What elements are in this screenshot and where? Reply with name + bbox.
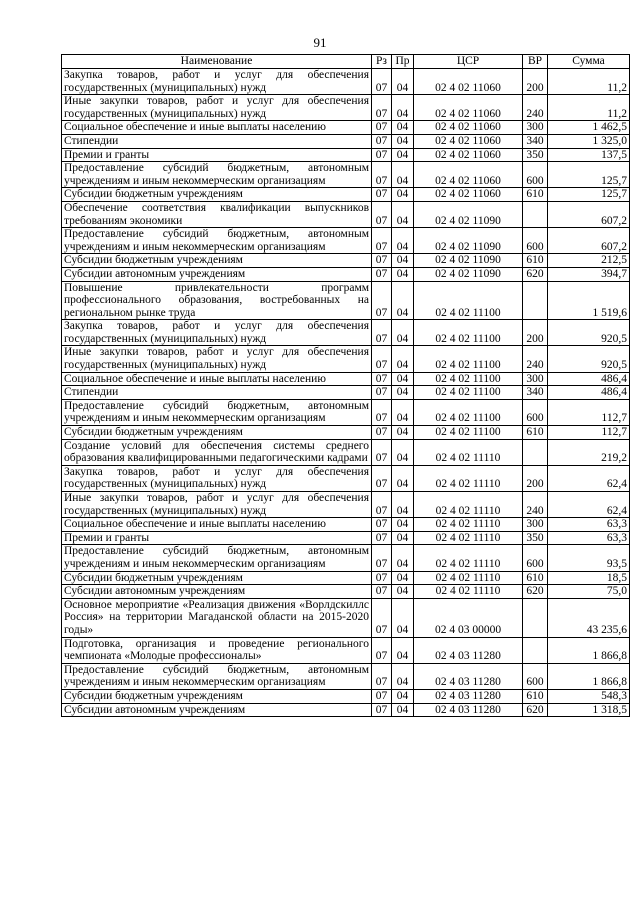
cell-sum: 219,2 (548, 439, 630, 465)
cell-csr: 02 4 02 11090 (414, 201, 523, 227)
cell-pr: 04 (392, 663, 414, 689)
table-row (62, 148, 630, 162)
cell-csr: 02 4 02 11100 (414, 320, 523, 346)
table-row (62, 372, 630, 386)
cell-csr: 02 4 02 11110 (414, 571, 523, 585)
cell-pr: 04 (392, 372, 414, 386)
cell-vr: 240 (523, 346, 548, 372)
cell-vr (523, 439, 548, 465)
table-row (62, 518, 630, 532)
table-row (62, 465, 630, 491)
cell-csr: 02 4 03 11280 (414, 703, 523, 717)
cell-csr: 02 4 02 11110 (414, 465, 523, 491)
cell-name: Иные закупки товаров, работ и услуг для обеспечения государственных (муниципальных) нужд (62, 95, 372, 121)
table-row (62, 637, 630, 663)
cell-vr: 600 (523, 663, 548, 689)
cell-pr: 04 (392, 188, 414, 202)
cell-vr: 620 (523, 703, 548, 717)
cell-name: Субсидии бюджетным учреждениям (62, 254, 372, 268)
cell-rz: 07 (372, 518, 392, 532)
cell-csr: 02 4 02 11060 (414, 121, 523, 135)
cell-csr: 02 4 02 11110 (414, 439, 523, 465)
cell-vr: 340 (523, 386, 548, 400)
cell-sum: 62,4 (548, 492, 630, 518)
cell-sum: 125,7 (548, 162, 630, 188)
cell-name: Закупка товаров, работ и услуг для обеспечения государственных (муниципальных) нужд (62, 465, 372, 491)
table-row (62, 201, 630, 227)
table-row (62, 69, 630, 95)
cell-name: Субсидии бюджетным учреждениям (62, 188, 372, 202)
cell-vr: 600 (523, 399, 548, 425)
cell-pr: 04 (392, 254, 414, 268)
cell-rz: 07 (372, 188, 392, 202)
header-name: Наименование (62, 55, 372, 69)
cell-name: Предоставление субсидий бюджетным, автономным учреждениям и иным некоммерческим организациям (62, 162, 372, 188)
cell-name: Субсидии автономным учреждениям (62, 267, 372, 281)
cell-sum: 1 318,5 (548, 703, 630, 717)
table-row (62, 571, 630, 585)
cell-name: Социальное обеспечение и иные выплаты населению (62, 121, 372, 135)
table-row (62, 663, 630, 689)
cell-pr: 04 (392, 228, 414, 254)
cell-rz: 07 (372, 426, 392, 440)
table-header-row (62, 55, 630, 69)
header-rz: Рз (372, 55, 392, 69)
cell-sum: 1 519,6 (548, 281, 630, 320)
table-row (62, 439, 630, 465)
cell-sum: 1 866,8 (548, 663, 630, 689)
cell-rz: 07 (372, 585, 392, 599)
cell-rz: 07 (372, 571, 392, 585)
cell-vr: 600 (523, 162, 548, 188)
cell-vr: 300 (523, 121, 548, 135)
cell-name: Закупка товаров, работ и услуг для обеспечения государственных (муниципальных) нужд (62, 320, 372, 346)
cell-csr: 02 4 02 11090 (414, 228, 523, 254)
cell-pr: 04 (392, 545, 414, 571)
cell-vr: 610 (523, 689, 548, 703)
cell-sum: 607,2 (548, 201, 630, 227)
cell-pr: 04 (392, 531, 414, 545)
cell-rz: 07 (372, 148, 392, 162)
cell-rz: 07 (372, 439, 392, 465)
cell-rz: 07 (372, 121, 392, 135)
cell-vr: 600 (523, 545, 548, 571)
cell-rz: 07 (372, 346, 392, 372)
cell-vr: 610 (523, 254, 548, 268)
table-row (62, 228, 630, 254)
table-row (62, 598, 630, 637)
cell-sum: 1 866,8 (548, 637, 630, 663)
table-row (62, 320, 630, 346)
cell-vr: 610 (523, 571, 548, 585)
cell-vr: 620 (523, 267, 548, 281)
cell-name: Иные закупки товаров, работ и услуг для обеспечения государственных (муниципальных) нужд (62, 492, 372, 518)
cell-pr: 04 (392, 267, 414, 281)
cell-sum: 63,3 (548, 518, 630, 532)
cell-name: Предоставление субсидий бюджетным, автономным учреждениям и иным некоммерческим организациям (62, 228, 372, 254)
table-row (62, 121, 630, 135)
cell-sum: 137,5 (548, 148, 630, 162)
page-number: 91 (313, 35, 327, 50)
cell-pr: 04 (392, 492, 414, 518)
cell-rz: 07 (372, 254, 392, 268)
table-row (62, 95, 630, 121)
cell-csr: 02 4 02 11090 (414, 254, 523, 268)
table-row (62, 346, 630, 372)
cell-sum: 112,7 (548, 399, 630, 425)
cell-vr: 300 (523, 518, 548, 532)
cell-pr: 04 (392, 346, 414, 372)
cell-pr: 04 (392, 281, 414, 320)
cell-pr: 04 (392, 518, 414, 532)
table-row (62, 267, 630, 281)
cell-name: Субсидии автономным учреждениям (62, 585, 372, 599)
cell-rz: 07 (372, 637, 392, 663)
table-row (62, 585, 630, 599)
cell-vr: 200 (523, 69, 548, 95)
cell-sum: 63,3 (548, 531, 630, 545)
cell-pr: 04 (392, 121, 414, 135)
header-pr: Пр (392, 55, 414, 69)
cell-sum: 212,5 (548, 254, 630, 268)
cell-name: Закупка товаров, работ и услуг для обеспечения государственных (муниципальных) нужд (62, 69, 372, 95)
cell-rz: 07 (372, 228, 392, 254)
cell-sum: 1 325,0 (548, 134, 630, 148)
cell-name: Субсидии автономным учреждениям (62, 703, 372, 717)
cell-name: Иные закупки товаров, работ и услуг для обеспечения государственных (муниципальных) нужд (62, 346, 372, 372)
header-vr: ВР (523, 55, 548, 69)
cell-rz: 07 (372, 95, 392, 121)
cell-csr: 02 4 03 00000 (414, 598, 523, 637)
cell-csr: 02 4 02 11110 (414, 518, 523, 532)
cell-name: Создание условий для обеспечения системы среднего образования квалифицированными педагогическими кадрами (62, 439, 372, 465)
cell-rz: 07 (372, 663, 392, 689)
cell-csr: 02 4 02 11100 (414, 386, 523, 400)
cell-name: Основное мероприятие «Реализация движения «Ворлдскиллс Россия» на территории Магаданской области на 2015-2020 годы» (62, 598, 372, 637)
cell-pr: 04 (392, 95, 414, 121)
cell-rz: 07 (372, 134, 392, 148)
cell-csr: 02 4 02 11110 (414, 492, 523, 518)
cell-vr: 350 (523, 148, 548, 162)
cell-csr: 02 4 02 11100 (414, 372, 523, 386)
cell-vr: 610 (523, 426, 548, 440)
cell-name: Предоставление субсидий бюджетным, автономным учреждениям и иным некоммерческим организациям (62, 399, 372, 425)
cell-pr: 04 (392, 201, 414, 227)
cell-pr: 04 (392, 571, 414, 585)
cell-sum: 1 462,5 (548, 121, 630, 135)
cell-sum: 93,5 (548, 545, 630, 571)
cell-pr: 04 (392, 426, 414, 440)
cell-name: Премии и гранты (62, 531, 372, 545)
cell-csr: 02 4 02 11060 (414, 148, 523, 162)
cell-pr: 04 (392, 465, 414, 491)
cell-csr: 02 4 02 11100 (414, 281, 523, 320)
cell-sum: 486,4 (548, 386, 630, 400)
cell-csr: 02 4 03 11280 (414, 663, 523, 689)
cell-pr: 04 (392, 439, 414, 465)
cell-csr: 02 4 02 11110 (414, 531, 523, 545)
cell-name: Обеспечение соответствия квалификации выпускников требованиям экономики (62, 201, 372, 227)
cell-rz: 07 (372, 689, 392, 703)
cell-pr: 04 (392, 134, 414, 148)
cell-pr: 04 (392, 148, 414, 162)
cell-csr: 02 4 02 11100 (414, 346, 523, 372)
table-row (62, 399, 630, 425)
cell-name: Предоставление субсидий бюджетным, автономным учреждениям и иным некоммерческим организациям (62, 545, 372, 571)
cell-name: Социальное обеспечение и иные выплаты населению (62, 518, 372, 532)
cell-vr: 240 (523, 492, 548, 518)
cell-name: Предоставление субсидий бюджетным, автономным учреждениям и иным некоммерческим организациям (62, 663, 372, 689)
cell-rz: 07 (372, 267, 392, 281)
cell-csr: 02 4 02 11100 (414, 399, 523, 425)
table-row (62, 426, 630, 440)
header-sum: Сумма (548, 55, 630, 69)
cell-rz: 07 (372, 320, 392, 346)
cell-vr (523, 637, 548, 663)
cell-vr: 340 (523, 134, 548, 148)
cell-rz: 07 (372, 281, 392, 320)
cell-name: Субсидии бюджетным учреждениям (62, 689, 372, 703)
cell-pr: 04 (392, 637, 414, 663)
cell-csr: 02 4 02 11100 (414, 426, 523, 440)
cell-csr: 02 4 03 11280 (414, 689, 523, 703)
table-row (62, 531, 630, 545)
cell-sum: 486,4 (548, 372, 630, 386)
cell-rz: 07 (372, 492, 392, 518)
cell-sum: 394,7 (548, 267, 630, 281)
cell-sum: 548,3 (548, 689, 630, 703)
header-csr: ЦСР (414, 55, 523, 69)
cell-name: Стипендии (62, 386, 372, 400)
table-row (62, 689, 630, 703)
cell-name: Подготовка, организация и проведение регионального чемпионата «Молодые профессионалы» (62, 637, 372, 663)
table-row (62, 492, 630, 518)
cell-rz: 07 (372, 531, 392, 545)
cell-csr: 02 4 02 11060 (414, 69, 523, 95)
table-row (62, 545, 630, 571)
cell-pr: 04 (392, 320, 414, 346)
cell-pr: 04 (392, 598, 414, 637)
cell-sum: 43 235,6 (548, 598, 630, 637)
cell-vr: 240 (523, 95, 548, 121)
cell-name: Стипендии (62, 134, 372, 148)
cell-csr: 02 4 02 11090 (414, 267, 523, 281)
table-row (62, 188, 630, 202)
cell-pr: 04 (392, 703, 414, 717)
cell-sum: 125,7 (548, 188, 630, 202)
cell-rz: 07 (372, 372, 392, 386)
cell-vr (523, 598, 548, 637)
table-row (62, 254, 630, 268)
cell-csr: 02 4 02 11060 (414, 134, 523, 148)
table-row (62, 386, 630, 400)
cell-name: Социальное обеспечение и иные выплаты населению (62, 372, 372, 386)
cell-rz: 07 (372, 162, 392, 188)
cell-csr: 02 4 03 11280 (414, 637, 523, 663)
cell-csr: 02 4 02 11060 (414, 95, 523, 121)
cell-sum: 11,2 (548, 95, 630, 121)
cell-vr: 600 (523, 228, 548, 254)
cell-vr: 620 (523, 585, 548, 599)
cell-csr: 02 4 02 11060 (414, 188, 523, 202)
table-row (62, 281, 630, 320)
table-row (62, 703, 630, 717)
cell-sum: 920,5 (548, 320, 630, 346)
cell-rz: 07 (372, 69, 392, 95)
cell-csr: 02 4 02 11060 (414, 162, 523, 188)
cell-csr: 02 4 02 11110 (414, 545, 523, 571)
cell-pr: 04 (392, 585, 414, 599)
cell-vr: 350 (523, 531, 548, 545)
cell-rz: 07 (372, 201, 392, 227)
table-body (62, 69, 630, 717)
cell-sum: 920,5 (548, 346, 630, 372)
cell-pr: 04 (392, 386, 414, 400)
cell-name: Субсидии бюджетным учреждениям (62, 426, 372, 440)
table-row (62, 162, 630, 188)
cell-vr: 200 (523, 465, 548, 491)
cell-pr: 04 (392, 399, 414, 425)
cell-rz: 07 (372, 465, 392, 491)
cell-vr (523, 201, 548, 227)
table-row (62, 134, 630, 148)
cell-name: Премии и гранты (62, 148, 372, 162)
cell-rz: 07 (372, 399, 392, 425)
cell-sum: 62,4 (548, 465, 630, 491)
cell-vr: 610 (523, 188, 548, 202)
cell-name: Повышение привлекательности программ профессионального образования, востребованных на региональном рынке труда (62, 281, 372, 320)
cell-sum: 607,2 (548, 228, 630, 254)
cell-vr: 300 (523, 372, 548, 386)
cell-csr: 02 4 02 11110 (414, 585, 523, 599)
cell-sum: 11,2 (548, 69, 630, 95)
cell-rz: 07 (372, 703, 392, 717)
cell-pr: 04 (392, 69, 414, 95)
cell-vr (523, 281, 548, 320)
cell-sum: 75,0 (548, 585, 630, 599)
cell-vr: 200 (523, 320, 548, 346)
cell-rz: 07 (372, 545, 392, 571)
cell-rz: 07 (372, 598, 392, 637)
cell-sum: 112,7 (548, 426, 630, 440)
cell-name: Субсидии бюджетным учреждениям (62, 571, 372, 585)
cell-sum: 18,5 (548, 571, 630, 585)
budget-table (61, 54, 630, 717)
cell-pr: 04 (392, 162, 414, 188)
cell-pr: 04 (392, 689, 414, 703)
cell-rz: 07 (372, 386, 392, 400)
